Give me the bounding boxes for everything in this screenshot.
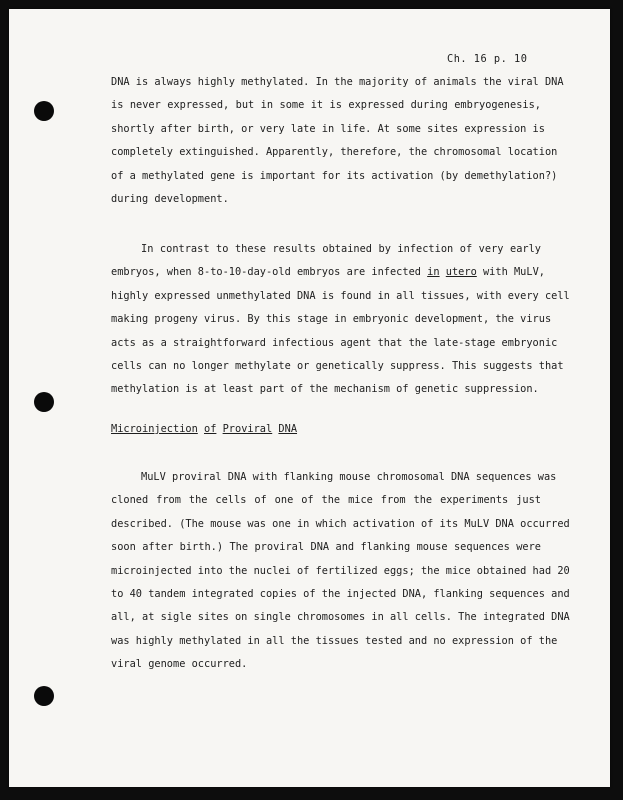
text-line: DNA is always highly methylated. In the majority of animals the viral DNA: [111, 76, 564, 88]
heading-word: DNA: [278, 423, 298, 435]
page-reference: Ch. 16 p. 10: [447, 53, 528, 65]
text-line: cloned from the cells of one of the mice from the experiments just: [111, 494, 541, 507]
paragraph-3: [111, 466, 570, 677]
punch-hole-top: [34, 101, 54, 121]
text-line: is never expressed, but in some it is expressed during embryogenesis,: [111, 99, 541, 112]
heading-word: of: [204, 423, 217, 435]
paragraph-1: [111, 71, 564, 211]
text-line: of a methylated gene is important for its activation (by demethylation?): [111, 169, 558, 182]
paragraph-2: [111, 238, 570, 402]
underlined-in: in: [427, 266, 440, 279]
text-segment: with MuLV,: [476, 266, 545, 279]
text-line: highly expressed unmethylated DNA is found in all tissues, with every cell: [111, 289, 570, 302]
text-line: methylation is at least part of the mechanism of genetic suppression.: [111, 383, 539, 396]
text-line: completely extinguished. Apparently, therefore, the chromosomal location: [111, 146, 558, 159]
punch-hole-bottom: [34, 686, 54, 706]
text-line: was highly methylated in all the tissues tested and no expression of the: [111, 634, 558, 647]
text-line: soon after birth.) The proviral DNA and flanking mouse sequences were: [111, 541, 541, 554]
heading-word: Microinjection: [111, 423, 198, 435]
text-line: MuLV proviral DNA with flanking mouse chromosomal DNA sequences was: [141, 471, 557, 483]
text-line-with-underline: [111, 261, 545, 284]
punch-hole-middle: [34, 392, 54, 412]
text-line: microinjected into the nuclei of fertilized eggs; the mice obtained had 20: [111, 564, 570, 577]
text-line: all, at sigle sites on single chromosomes in all cells. The integrated DNA: [111, 611, 570, 624]
text-line: described. (The mouse was one in which activation of its MuLV DNA occurred: [111, 517, 570, 530]
text-line: In contrast to these results obtained by infection of very early: [141, 243, 541, 255]
text-segment: embryos, when 8-to-10-day-old embryos are infected: [111, 266, 428, 279]
text-line: acts as a straightforward infectious agent that the late-stage embryonic: [111, 336, 558, 349]
text-line: cells can no longer methylate or genetically suppress. This suggests that: [111, 359, 564, 372]
text-line: during development.: [111, 192, 229, 205]
underlined-utero: utero: [445, 266, 477, 279]
text-line: making progeny virus. By this stage in embryonic development, the virus: [111, 313, 552, 326]
text-line: viral genome occurred.: [111, 658, 248, 671]
paper-page: [9, 9, 610, 787]
text-line: shortly after birth, or very late in life. At some sites expression is: [111, 122, 545, 135]
heading-word: Proviral: [222, 423, 273, 435]
text-line: to 40 tandem integrated copies of the injected DNA, flanking sequences and: [111, 587, 570, 600]
section-heading: [111, 418, 297, 441]
